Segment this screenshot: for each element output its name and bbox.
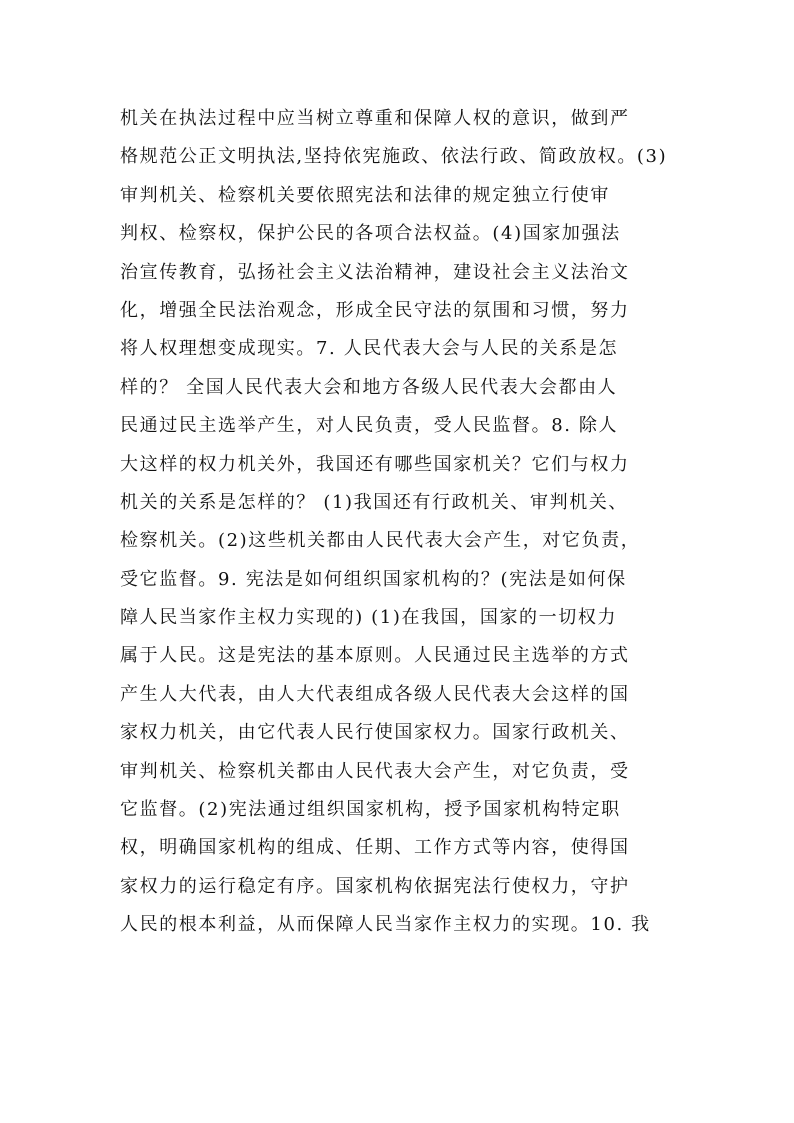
text-line: 将人权理想变成现实。7. 人民代表大会与人民的关系是怎 [120, 338, 619, 360]
text-line: 判权、检察权，保护公民的各项合法权益。(4)国家加强法 [120, 223, 621, 245]
text-line: 大这样的权力机关外，我国还有哪些国家机关？它们与权力 [120, 453, 630, 475]
text-line: 家权力机关，由它代表人民行使国家权力。国家行政机关、 [120, 722, 630, 744]
text-line: 审判机关、检察机关都由人民代表大会产生，对它负责，受 [120, 760, 630, 782]
text-line: 属于人民。这是宪法的基本原则。人民通过民主选举的方式 [120, 645, 630, 667]
text-line: 化，增强全民法治观念，形成全民守法的氛围和习惯，努力 [120, 299, 630, 321]
text-line: 审判机关、检察机关要依照宪法和法律的规定独立行使审 [120, 184, 610, 206]
text-line: 民通过民主选举产生，对人民负责，受人民监督。8. 除人 [120, 415, 619, 437]
text-line: 治宣传教育，弘扬社会主义法治精神，建设社会主义法治文 [120, 261, 630, 283]
text-line: 机关在执法过程中应当树立尊重和保障人权的意识，做到严 [120, 108, 630, 129]
text-line: 障人民当家作主权力实现的) (1)在我国，国家的一切权力 [120, 607, 618, 629]
text-line: 产生人大代表，由人大代表组成各级人民代表大会这样的国 [120, 683, 630, 705]
text-line: 受它监督。9. 宪法是如何组织国家机构的？(宪法是如何保 [120, 568, 627, 590]
text-line: 权，明确国家机构的组成、任期、工作方式等内容，使得国 [120, 837, 630, 859]
text-line: 样的？ 全国人民代表大会和地方各级人民代表大会都由人 [120, 376, 618, 398]
text-line: 家权力的运行稳定有序。国家机构依据宪法行使权力，守护 [120, 875, 630, 897]
body-text [120, 100, 700, 945]
text-line: 它监督。(2)宪法通过组织国家机构，授予国家机构特定职 [120, 799, 621, 821]
text-line: 检察机关。(2)这些机关都由人民代表大会产生，对它负责， [120, 530, 641, 552]
text-line: 人民的根本利益，从而保障人民当家作主权力的实现。10. 我 [120, 914, 651, 936]
text-line: 格规范公正文明执法,坚持依宪施政、依法行政、简政放权。(3) [120, 146, 668, 168]
text-line: 机关的关系是怎样的？ (1)我国还有行政机关、审判机关、 [120, 491, 629, 513]
